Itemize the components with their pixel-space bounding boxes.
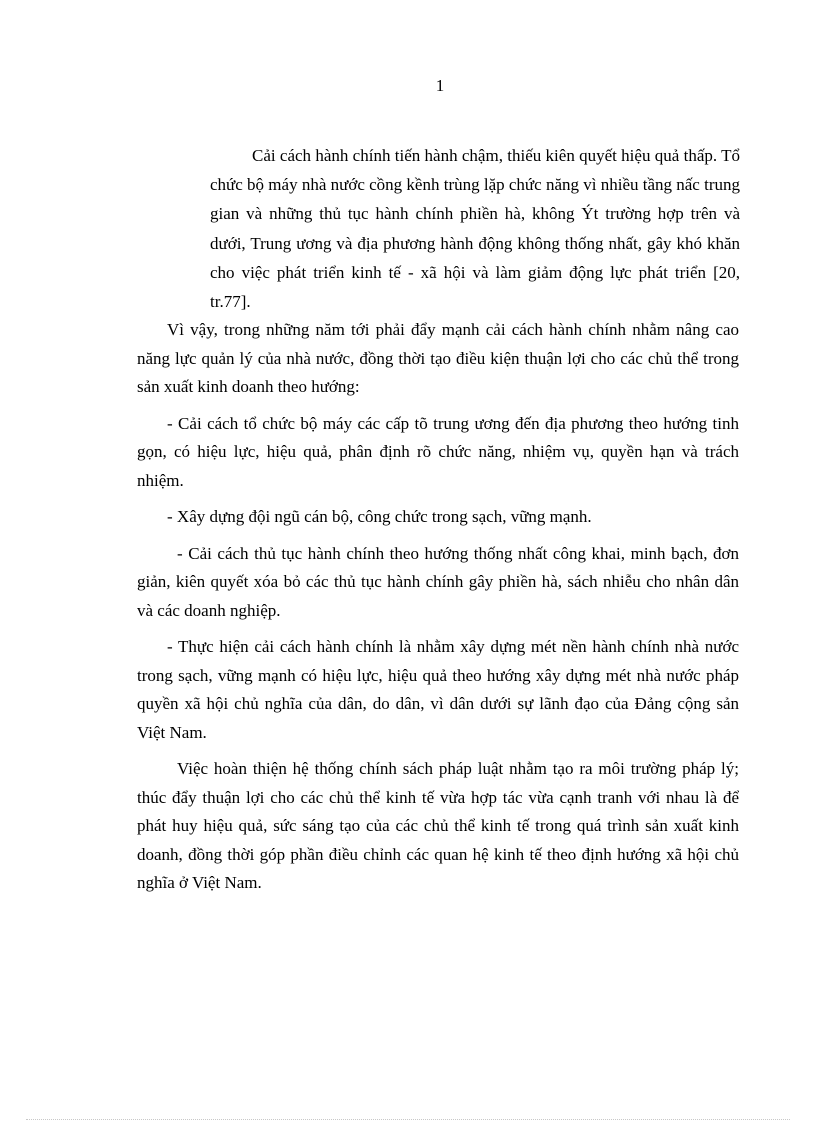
paragraph-conclusion: Việc hoàn thiện hệ thống chính sách pháp luật nhằm tạo ra môi trường pháp lý; thúc đẩy thuận lợi cho các chủ thể kinh tế vừa hợp tác vừa cạnh tranh với nhau là để phát huy hiệu quả, sức sáng tạo của các chủ thể kinh tế trong quá trình sản xuất kinh doanh, đồng thời góp phần điều chỉnh các quan hệ kinh tế theo định hướng xã hội chủ nghĩa ở Việt Nam. [137, 759, 739, 892]
paragraph-intro: Vì vậy, trong những năm tới phải đẩy mạnh cải cách hành chính nhằm nâng cao năng lực quản lý của nhà nước, đồng thời tạo điều kiện thuận lợi cho các chủ thể trong sản xuất kinh doanh theo hướng: [137, 320, 739, 396]
paragraph-bullet-procedures: - Cải cách thủ tục hành chính theo hướng thống nhất công khai, minh bạch, đơn giản, kiên quyết xóa bỏ các thủ tục hành chính gây phiền hà, sách nhiễu cho nhân dân và các doanh nghiệp. [137, 543, 739, 620]
body-text [137, 316, 739, 906]
paragraph-bullet-reform: - Thực hiện cải cách hành chính là nhằm xây dựng mét nền hành chính nhà nước trong sạch, vững mạnh có hiệu lực, hiệu quả theo hướng xây dựng mét nhà nước pháp quyền xã hội chủ nghĩa của dân, do dân, vì dân dưới sự lãnh đạo của Đảng cộng sản Việt Nam. [137, 637, 739, 742]
page-number: 1 [435, 76, 445, 95]
block-quote [210, 141, 740, 316]
quote-paragraph: Cải cách hành chính tiến hành chậm, thiếu kiên quyết hiệu quả thấp. Tổ chức bộ máy nhà nước cồng kềnh trùng lặp chức năng vì nhiều tầng nấc trung gian và những thủ tục hành chính phiền hà, không Ýt trường hợp trên và dưới, Trung ương và địa phương hành động không thống nhất, gây khó khăn cho việc phát triển kinh tế - xã hội và làm giảm động lực phát triển [20, tr.77]. [210, 146, 740, 312]
page-bottom-divider [26, 1119, 790, 1120]
paragraph-bullet-staff: - Xây dựng đội ngũ cán bộ, công chức trong sạch, vững mạnh. [167, 507, 592, 526]
paragraph-bullet-organization: - Cải cách tổ chức bộ máy các cấp tõ trung ương đến địa phương theo hướng tinh gọn, có hiệu lực, hiệu quả, phân định rõ chức năng, nhiệm vụ, quyền hạn và trách nhiệm. [137, 413, 739, 490]
